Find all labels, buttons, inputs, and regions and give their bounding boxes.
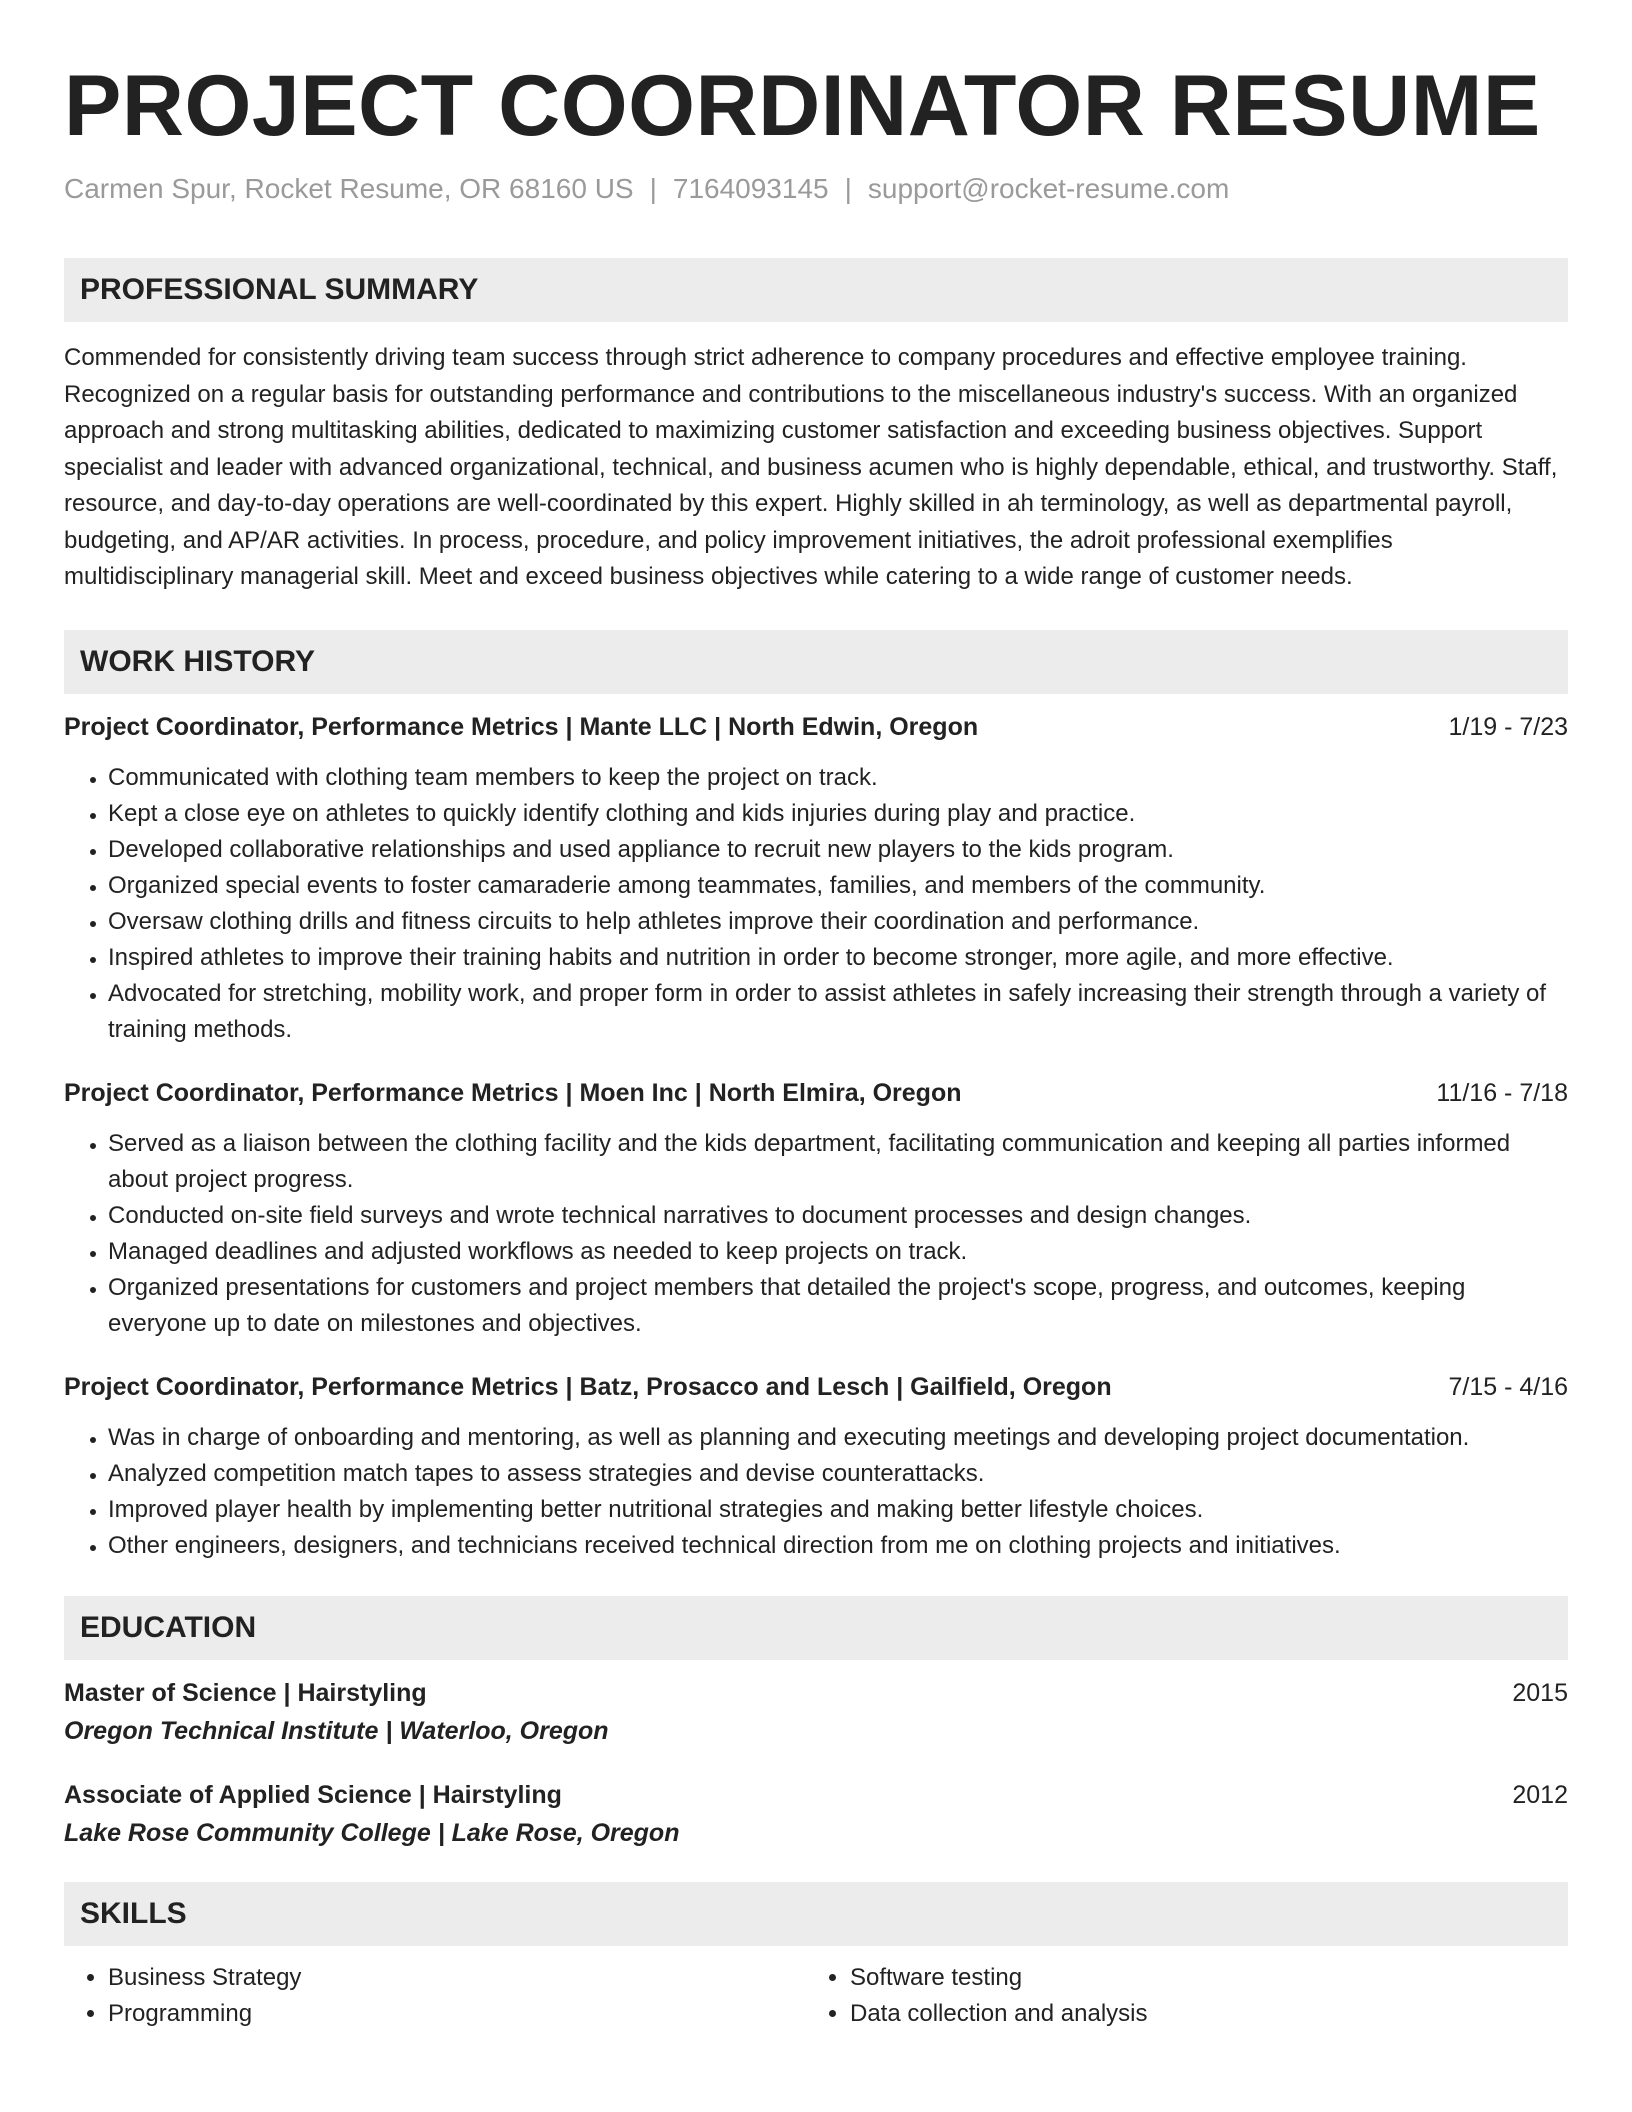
work-history-section	[64, 630, 1568, 1564]
skill-item: • Business Strategy	[108, 1960, 806, 1996]
skill-item: • Data collection and analysis	[850, 1996, 1568, 2032]
job-bullet: • Inspired athletes to improve their training habits and nutrition in order to become stronger, more agile, and more effective.	[108, 940, 1568, 976]
job-bullet: • Conducted on-site field surveys and wrote technical narratives to document processes and design changes.	[108, 1198, 1568, 1234]
job-bullet: • Oversaw clothing drills and fitness circuits to help athletes improve their coordination and performance.	[108, 904, 1568, 940]
skill-item: • Programming	[108, 1996, 806, 2032]
professional-summary-section	[64, 258, 1568, 596]
skill-item: • Software testing	[850, 1960, 1568, 1996]
resume-page	[64, 0, 1568, 2032]
job-title: Project Coordinator, Performance Metrics | Mante LLC | North Edwin, Oregon	[64, 712, 979, 741]
job-bullet: • Other engineers, designers, and technicians received technical direction from me on clothing projects and initiatives.	[108, 1528, 1568, 1564]
contact-address: Carmen Spur, Rocket Resume, OR 68160 US	[64, 173, 634, 204]
skills-grid	[64, 1960, 1568, 2032]
job-bullet: • Improved player health by implementing better nutritional strategies and making better lifestyle choices.	[108, 1492, 1568, 1528]
job-entry	[64, 710, 1568, 1048]
job-bullet: • Advocated for stretching, mobility work, and proper form in order to assist athletes in safely increasing their strength through a variety of training methods.	[108, 976, 1568, 1048]
job-title: Project Coordinator, Performance Metrics | Moen Inc | North Elmira, Oregon	[64, 1078, 962, 1107]
section-header-summary: PROFESSIONAL SUMMARY	[64, 258, 1568, 322]
school-name: Oregon Technical Institute | Waterloo, Oregon	[64, 1716, 609, 1745]
section-header-education: EDUCATION	[64, 1596, 1568, 1660]
education-entry	[64, 1676, 1568, 1750]
job-bullet: • Was in charge of onboarding and mentoring, as well as planning and executing meetings and developing project documentation.	[108, 1420, 1568, 1456]
summary-text: Commended for consistently driving team success through strict adherence to company procedures and effective employee training. Recognized on a regular basis for outstanding performance and contributions to the miscellaneous industry's success. With an organized approach and strong multitasking abilities, dedicated to maximizing customer satisfaction and exceeding business objectives. Support specialist and leader with advanced organizational, technical, and business acumen who is highly dependable, ethical, and trustworthy. Staff, resource, and day-to-day operations are well-coordinated by this expert. Highly skilled in ah terminology, as well as departmental payroll, budgeting, and AP/AR activities. In process, procedure, and policy improvement initiatives, the adroit professional exemplifies multidisciplinary managerial skill. Meet and exceed business objectives while catering to a wide range of customer needs.	[64, 344, 1558, 590]
section-header-skills: SKILLS	[64, 1882, 1568, 1946]
contact-separator: |	[844, 173, 852, 204]
job-entry	[64, 1370, 1568, 1564]
contact-email: support@rocket-resume.com	[867, 173, 1230, 204]
job-bullet: • Analyzed competition match tapes to assess strategies and devise counterattacks.	[108, 1456, 1568, 1492]
degree-title: Master of Science | Hairstyling	[64, 1678, 427, 1707]
job-bullet: • Served as a liaison between the clothing facility and the kids department, facilitating communication and keeping all parties informed about project progress.	[108, 1126, 1568, 1198]
education-header	[64, 1676, 1568, 1710]
job-dates: 11/16 - 7/18	[1436, 1078, 1568, 1107]
job-entry	[64, 1076, 1568, 1342]
degree-title: Associate of Applied Science | Hairstyling	[64, 1780, 562, 1809]
education-header	[64, 1778, 1568, 1812]
education-entry	[64, 1778, 1568, 1852]
contact-line	[64, 172, 1568, 206]
contact-phone: 7164093145	[672, 173, 829, 204]
job-bullets	[64, 1126, 1568, 1342]
job-bullets	[64, 760, 1568, 1048]
job-bullets	[64, 1420, 1568, 1564]
job-bullet: • Kept a close eye on athletes to quickly identify clothing and kids injuries during play and practice.	[108, 796, 1568, 832]
education-year: 2015	[1512, 1678, 1568, 1707]
job-dates: 7/15 - 4/16	[1448, 1372, 1568, 1401]
school-name: Lake Rose Community College | Lake Rose, Oregon	[64, 1818, 680, 1847]
job-bullet: • Developed collaborative relationships and used appliance to recruit new players to the kids program.	[108, 832, 1568, 868]
job-header	[64, 1076, 1568, 1110]
job-bullet: • Organized presentations for customers and project members that detailed the project's scope, progress, and outcomes, keeping everyone up to date on milestones and objectives.	[108, 1270, 1568, 1342]
job-bullet: • Managed deadlines and adjusted workflows as needed to keep projects on track.	[108, 1234, 1568, 1270]
job-header	[64, 710, 1568, 744]
skills-column-left	[64, 1960, 806, 2032]
job-bullet: • Communicated with clothing team members to keep the project on track.	[108, 760, 1568, 796]
job-bullet: • Organized special events to foster camaraderie among teammates, families, and members of the community.	[108, 868, 1568, 904]
resume-title: PROJECT COORDINATOR RESUME	[64, 58, 1541, 154]
education-year: 2012	[1512, 1780, 1568, 1809]
job-header	[64, 1370, 1568, 1404]
job-dates: 1/19 - 7/23	[1448, 712, 1568, 741]
education-section	[64, 1596, 1568, 1852]
job-title: Project Coordinator, Performance Metrics | Batz, Prosacco and Lesch | Gailfield, Oregon	[64, 1372, 1112, 1401]
section-header-work-history: WORK HISTORY	[64, 630, 1568, 694]
skills-column-right	[806, 1960, 1568, 2032]
contact-separator: |	[649, 173, 657, 204]
skills-section	[64, 1882, 1568, 2032]
